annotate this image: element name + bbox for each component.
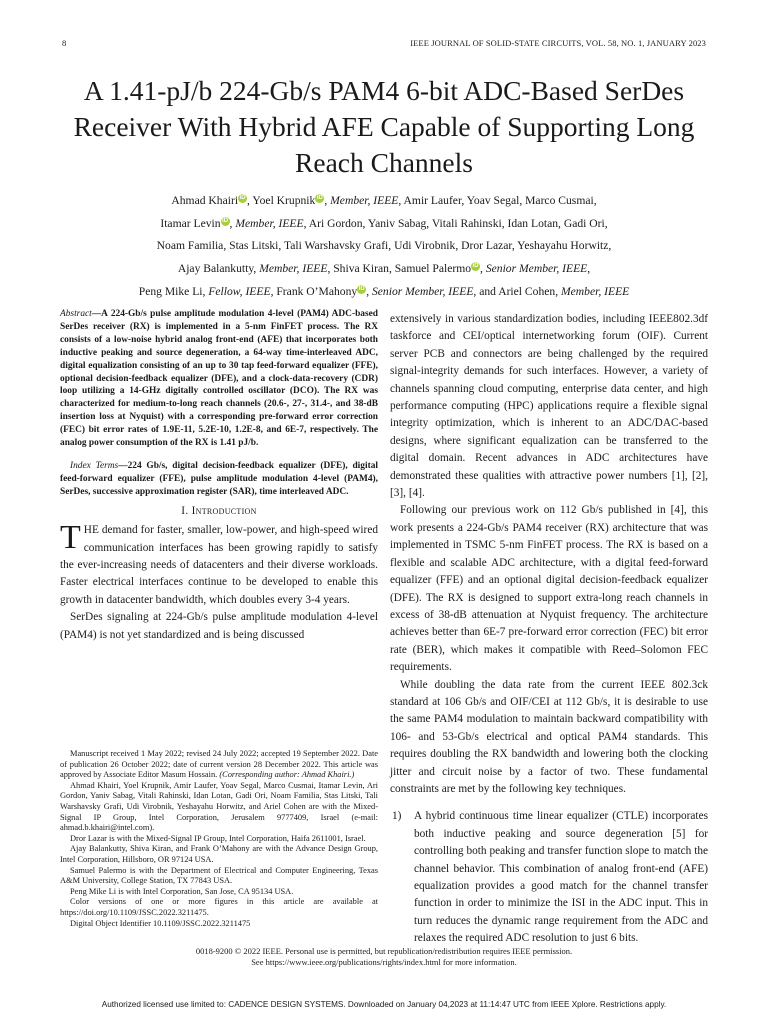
intro-text: demand for faster, smaller, low-power, and high-speed wired communication interfaces has been growing rapidly to satisfy the ever-increasing needs of datacenters and their diverse workloads. Faster electrical interfaces continue to be developed to enable this growth in datacenter bandwidth, which doubles every 3-4 years. [60, 524, 378, 606]
index-terms-text: —224 Gb/s, digital decision-feedback equalizer (DFE), digital feed-forward equalizer (FFE), pulse amplitude modulation 4-level (PAM4), SerDes, successive approximation register (SAR), time interleaved ADC. [60, 460, 378, 497]
footnote: Ajay Balankutty, Shiva Kiran, and Frank O’Mahony are with the Advance Design Group, Intel Corporation, Hillsboro, OR 97124 USA. [60, 844, 378, 864]
right-column [390, 311, 708, 948]
body-paragraph: extensively in various standardization bodies, including IEEE802.3df taskforce and CEI/optical internetworking forum (OIF). Current server PCB and connectors are being challenged by the required signal-integrity demands for such interfaces. However, a variety of channels spanning cloud computing, enterprise data center, and high performance computing (HPC) applications require a flexible signal integrity optimization, which is inherent to an ADC/DAC-based designs, where significant equalization can be transferred to the digital domain. Recent advances in ADC architectures have demonstrated these qualities with attractive power numbers [1], [2], [3], [4]. [390, 313, 708, 500]
footnote: Digital Object Identifier 10.1109/JSSC.2022.3211475 [70, 918, 251, 928]
abstract [60, 308, 378, 450]
author-name: , Yoel Krupnik [247, 194, 316, 207]
index-terms-lead: Index Terms [70, 460, 119, 471]
author-name: Ahmad Khairi [171, 194, 239, 207]
author-name: , Ari Gordon, Yaniv Sabag, Vitali Rahinski, Idan Lotan, Gadi Ori, [303, 216, 608, 230]
author-name: , Frank O’Mahony [270, 284, 358, 298]
paper-title: A 1.41-pJ/b 224-Gb/s PAM4 6-bit ADC-Based SerDes Receiver With Hybrid AFE Capable of Supporting Long Reach Channels [73, 75, 695, 178]
author-separator: , [324, 194, 331, 207]
intro-paragraph [60, 519, 378, 609]
author-affiliation: Member, IEEE [235, 216, 304, 230]
footnote: Dror Lazar is with the Mixed-Signal IP Group, Intel Corporation, Haifa 2611001, Israel. [70, 833, 366, 843]
technique-list [390, 808, 708, 947]
left-column [60, 308, 378, 644]
body-paragraph: While doubling the data rate from the current IEEE 802.3ck standard at 106 Gb/s and OIF/CEI at 112 Gb/s, it is desirable to use the same PAM4 modulation to maintain backward compatibility with 106- and 53-Gb/s electrical and optical PAM4 standards. This requires doubling the RX bandwidth and lowering both the clocking jitter and circuit noise by a factor of two. These fundamental constraints are met by the following key techniques. [390, 678, 708, 795]
orcid-icon[interactable]: iD [472, 263, 479, 270]
list-item [390, 808, 708, 947]
list-text: A hybrid continuous time linear equalizer (CTLE) incorporates both inductive peaking and source degeneration [5] for controlling both peaking and transfer function slope to match the channel behavior. This combination of analog front-end (AFE) equalization provides a good match for the channel transfer function in order to minimize the ISI in the ADC input. This in turn reduces the dynamic range requirement from the ADC and relaxes the required ADC resolution to just 6 bits. [414, 810, 708, 945]
author-separator: , [229, 216, 236, 230]
index-terms [60, 460, 378, 499]
intro-caps: HE [83, 524, 99, 537]
section-heading [60, 503, 378, 520]
body-paragraph: Following our previous work on 112 Gb/s published in [4], this work presents a 224-Gb/s PAM4 receiver (RX) architecture that was implemented in TSMC 5-nm FinFET process. The RX is based on a flexible and scalable ADC architecture, with a digital feed-forward equalizer (FFE) and an optional digital decision-feedback equalizer (DFE). The RX is designed to support extra-long reach channels in excess of 38-dB attenuation at Nyquist frequency. The architecture achieves better than 6E-7 pre-forward error correction (FEC) bit error rate (BER), which makes it compatible with Reed–Solomon FEC requirements. [390, 504, 708, 674]
footnotes [60, 749, 378, 929]
footnote [60, 749, 378, 781]
footnote: Ahmad Khairi, Yoel Krupnik, Amir Laufer, Yoav Segal, Marco Cusmai, Itamar Levin, Ari Gordon, Yaniv Sabag, Vitali Rahinski, Idan Lotan, Gadi Ori, Noam Familia, Stas Litski, Tali Warshavsky Grafi, Udi Virobnik, Yeshayahu Horwitz, and Ariel Cohen are with the Mixed-Signal IP Group, Intel Corporation, Jerusalem 9777409, Israel (e-mail: ahmad.b.khairi@intel.com). [60, 780, 378, 833]
footnote: Samuel Palermo is with the Department of Electrical and Computer Engineering, Texas A&M University, College Station, TX 77843 USA. [60, 865, 378, 886]
author-name: , Amir Laufer, Yoav Segal, Marco Cusmai, [398, 194, 597, 207]
author-name: Peng Mike Li, [138, 284, 209, 298]
abstract-lead: Abstract [60, 309, 92, 319]
author-affiliation: Senior Member, IEEE [485, 262, 588, 276]
author-affiliation: Fellow, IEEE [208, 284, 271, 298]
orcid-icon[interactable]: iD [316, 195, 323, 201]
abstract-text: —A 224-Gb/s pulse amplitude modulation 4-level (PAM4) ADC-based SerDes receiver (RX) is implemented in a 5-nm FinFET process. The RX consists of a low-noise hybrid analog front-end (AFE) that incorporates both inductive peaking and source degeneration, a 64-way time-interleaved ADC, digital equalization consisting of an up to 30 tap feed-forward equalizer (FFE), optional decision-feedback equalizer (DFE), and a clock-data-recovery (CDR) loop utilizing a 14-GHz digitally controlled oscillator (DCO). The RX was characterized for medium-to-long reach channels (20.6-, 27-, 31.4-, and 38-dB insertion loss at Nyquist) with a corresponding pre-forward error correction (FEC) bit error rates of 1.9E-11, 5.2E-10, 1.2E-8, and 6E-7, respectively. The analog power consumption of the RX is 1.41 pJ/b. [60, 309, 378, 449]
intro-paragraph: SerDes signaling at 224-Gb/s pulse amplitude modulation 4-level (PAM4) is not yet standardized and is being discussed [60, 611, 378, 641]
author-separator: , [587, 262, 591, 276]
author-affiliation: Member, IEEE [330, 194, 399, 207]
orcid-icon[interactable]: iD [358, 285, 365, 292]
orcid-icon[interactable]: iD [222, 217, 229, 224]
page-number: 8 [62, 38, 67, 48]
author-affiliation: Member, IEEE [259, 262, 328, 276]
author-name: , Shiva Kiran, Samuel Palermo [327, 262, 472, 276]
author-separator: , [366, 284, 372, 298]
author-affiliation: Senior Member, IEEE [371, 284, 474, 298]
footnote: Color versions of one or more figures in this article are available at https://doi.org/10.1109/JSSC.2022.3211475. [60, 897, 378, 917]
author-name: , and Ariel Cohen, [473, 284, 561, 298]
drop-cap: T [60, 519, 81, 557]
section-number: I. [181, 504, 192, 517]
author-list [60, 190, 708, 304]
copyright-line: 0018-9200 © 2022 IEEE. Personal use is permitted, but republication/redistribution requires IEEE permission. [195, 946, 573, 956]
copyright-notice [60, 946, 708, 969]
section-title: Introduction [191, 504, 257, 517]
author-name: Itamar Levin [160, 216, 221, 230]
author-name: Ajay Balankutty, [177, 262, 260, 276]
orcid-icon[interactable]: iD [239, 195, 246, 201]
copyright-link[interactable]: See https://www.ieee.org/publications/rights/index.html for more information. [251, 957, 517, 968]
author-affiliation: Member, IEEE [561, 284, 630, 298]
journal-header: IEEE JOURNAL OF SOLID-STATE CIRCUITS, VOL. 58, NO. 1, JANUARY 2023 [410, 38, 706, 48]
footnote: Peng Mike Li is with Intel Corporation, San Jose, CA 95134 USA. [70, 886, 294, 896]
footnote-text: Manuscript received 1 May 2022; revised 24 July 2022; accepted 19 September 2022. Date of publication 26 October 2022; date of current version 28 December 2022. This article was approved by Associate Editor Masum Hossain. [60, 749, 378, 780]
license-note: Authorized licensed use limited to: CADENCE DESIGN SYSTEMS. Downloaded on January 04,2023 at 11:14:47 UTC from IEEE Xplore. Restrictions apply. [101, 1000, 667, 1009]
corresponding-author: (Corresponding author: Ahmad Khairi.) [219, 770, 355, 780]
author-name: Noam Familia, Stas Litski, Tali Warshavsky Grafi, Udi Virobnik, Dror Lazar, Yeshayahu Horwitz, [156, 239, 612, 253]
list-number: 1) [392, 810, 402, 823]
author-separator: , [480, 262, 486, 276]
